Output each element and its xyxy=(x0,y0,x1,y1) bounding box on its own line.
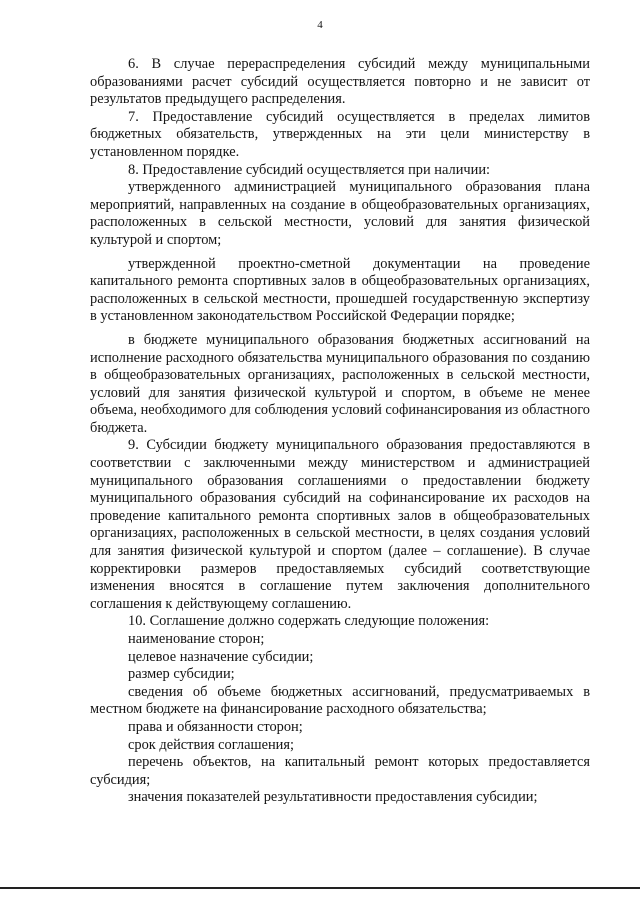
paragraph-7: 7. Предоставление субсидий осуществляется в пределах лимитов бюджетных обязательств, утвержденных на эти цели министерству в установленном порядке. xyxy=(90,108,590,160)
paragraph-9: 9. Субсидии бюджету муниципального образования предоставляются в соответствии с заключенными между министерством и администрацией муниципального образования соглашениями о предоставлении бюджету муниципального образования субсидий на софинансирование их расходов на проведение капитального ремонта спортивных залов в общеобразовательных организациях, расположенных в сельской местности, в целях создания условий для занятия физической культурой и спортом (далее – соглашение). В случае корректировки размеров предоставляемых субсидий соответствующие изменения вносятся в соглашение путем заключения дополнительного соглашения к действующему соглашению. xyxy=(90,437,590,612)
condition-budget: в бюджете муниципального образования бюджетных ассигнований на исполнение расходного обязательства муниципального образования по созданию в общеобразовательных организациях, расположенных в сельской местности, условий для занятия физической культурой и спортом, в объеме не менее объема, необходимого для соблюдения условий софинансирования из областного бюджета. xyxy=(90,331,590,436)
list-item: права и обязанности сторон; xyxy=(128,718,303,735)
list-item: наименование сторон; xyxy=(128,631,265,647)
list-item: размер субсидии; xyxy=(128,666,235,683)
page-bottom-rule xyxy=(0,887,640,889)
list-item: сведения об объеме бюджетных ассигнований, предусматриваемых в местном бюджете на финансирование расходного обязательства; xyxy=(90,683,590,718)
condition-documentation: утвержденной проектно-сметной документации на проведение капитального ремонта спортивных залов в общеобразовательных организациях, расположенных в сельской местности, прошедшей государственную экспертизу в установленном законодательством Российской Федерации порядке; xyxy=(90,255,590,325)
paragraph-10: 10. Соглашение должно содержать следующие положения: xyxy=(128,613,490,630)
list-item: целевое назначение субсидии; xyxy=(128,648,314,665)
document-body xyxy=(90,56,590,807)
page-number: 4 xyxy=(317,19,323,31)
condition-plan: утвержденного администрацией муниципального образования плана мероприятий, направленных на создание в общеобразовательных организациях, расположенных в сельской местности, условий для занятия физической культурой и спортом; xyxy=(90,179,590,248)
list-item: срок действия соглашения; xyxy=(128,736,294,753)
paragraph-6: 6. В случае перераспределения субсидий между муниципальными образованиями расчет субсидий осуществляется повторно и не зависит от результатов предыдущего распределения. xyxy=(90,56,590,108)
paragraph-8: 8. Предоставление субсидий осуществляется при наличии: xyxy=(128,161,491,178)
list-item: значения показателей результативности предоставления субсидии; xyxy=(128,789,538,806)
list-item: перечень объектов, на капитальный ремонт которых предоставляется субсидия; xyxy=(90,754,590,788)
